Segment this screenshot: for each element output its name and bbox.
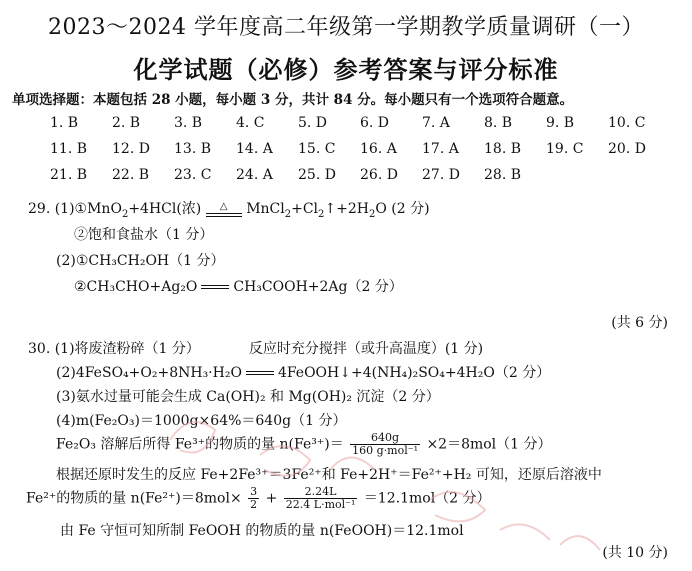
q30-line-6: 根据还原时发生的反应 Fe+2Fe³⁺＝3Fe²⁺和 Fe+2H⁺＝Fe²⁺+H₂ 可知，还原后溶液中	[56, 467, 602, 483]
watermark-stroke	[500, 524, 550, 540]
answer-item: 12. D	[112, 141, 150, 157]
fraction-numerator: 3	[250, 485, 258, 498]
q29-l4-rhs: CH₃COOH+2Ag（2 分）	[233, 279, 403, 295]
q30-number: 30.	[28, 341, 51, 357]
answer-item: 5. D	[298, 115, 328, 131]
answer-item: 11. B	[50, 141, 88, 157]
q30-line-1	[28, 338, 483, 358]
q30-line-5	[56, 432, 552, 457]
answer-item: 15. C	[298, 141, 336, 157]
answer-item: 28. B	[484, 167, 522, 183]
q29-line-4	[74, 276, 403, 296]
fraction-volume-over-molar-volume	[284, 486, 358, 511]
heat-triangle-icon: △	[219, 200, 228, 212]
equals-sign	[246, 371, 274, 375]
answer-row-3	[50, 167, 546, 183]
q30-line-7	[26, 486, 491, 511]
answer-item: 20. D	[608, 141, 646, 157]
q29-l1-prefix: (1)①MnO	[54, 201, 122, 217]
answer-item: 10. C	[608, 115, 646, 131]
fraction-3-over-2	[248, 486, 259, 511]
q29-line-3: (2)①CH₃CH₂OH（1 分）	[56, 253, 225, 269]
q29-line-2: ②饱和食盐水（1 分）	[74, 227, 214, 243]
answer-item: 24. A	[236, 167, 273, 183]
answer-row-1	[50, 115, 670, 131]
answer-item: 26. D	[360, 167, 398, 183]
answer-item: 13. B	[174, 141, 212, 157]
fraction-denominator: 22.4 L·mol⁻¹	[285, 498, 356, 511]
q29-l1-mid: +4HCl(浓)	[128, 201, 202, 217]
q30-l1a: (1)将废渣粉碎（1 分）	[54, 341, 200, 357]
document-title: 2023～2024 学年度高二年级第一学期教学质量调研（一）	[48, 15, 644, 40]
answer-item: 18. B	[484, 141, 522, 157]
answer-item: 1. B	[50, 115, 79, 131]
plus-sign: +	[265, 490, 278, 507]
answer-item: 8. B	[484, 115, 513, 131]
answer-item: 23. C	[174, 167, 212, 183]
fraction-640g-over-molar-mass	[350, 432, 420, 457]
answer-item: 7. A	[422, 115, 450, 131]
q30-l2-rhs: 4FeOOH↓+4(NH₄)₂SO₄+4H₂O（2 分）	[277, 365, 551, 381]
fraction-numerator: 2.24L	[304, 485, 337, 498]
q30-line-8: 由 Fe 守恒可知所制 FeOOH 的物质的量 n(FeOOH)＝12.1mol	[60, 523, 464, 539]
answer-item: 25. D	[298, 167, 336, 183]
fraction-denominator: 160 g·mol⁻¹	[352, 444, 418, 457]
answer-row-2	[50, 141, 670, 157]
q29-line-1: 29. (1)①MnO$_2$+4HCl(浓) △ $MnCl_2+Cl_2↑+2H_2O$ (2 分)	[28, 200, 430, 220]
answer-item: 14. A	[236, 141, 273, 157]
answer-item: 6. D	[360, 115, 390, 131]
answer-item: 21. B	[50, 167, 88, 183]
answer-item: 4. C	[236, 115, 265, 131]
fraction-denominator: 2	[250, 498, 258, 511]
section-instructions: 单项选择题：本题包括 28 小题，每小题 3 分，共计 84 分。每小题只有一个选项符合题意。	[12, 92, 574, 108]
q30-l5b: ×2＝8mol（1 分）	[426, 436, 552, 453]
answer-item: 2. B	[112, 115, 141, 131]
document-subtitle: 化学试题（必修）参考答案与评分标准	[133, 55, 559, 84]
answer-item: 16. A	[360, 141, 397, 157]
q30-line-3: (3)氨水过量可能会生成 Ca(OH)₂ 和 Mg(OH)₂ 沉淀（2 分）	[56, 389, 440, 405]
q30-line-4: (4)m(Fe₂O₃)＝1000g×64%＝640g（1 分）	[56, 413, 347, 429]
fraction-numerator: 640g	[371, 431, 400, 444]
q29-number: 29.	[28, 201, 51, 217]
q30-l5a: Fe₂O₃ 溶解后所得 Fe³⁺的物质的量 n(Fe³⁺)＝	[56, 436, 344, 453]
q30-l1b: 反应时充分搅拌（或升高温度）(1 分)	[248, 341, 484, 357]
watermark-stroke	[560, 536, 600, 550]
q29-l1-rhs3: ↑+2H	[324, 201, 369, 217]
heat-condition-equals	[206, 202, 242, 217]
q30-l7a: Fe²⁺的物质的量 n(Fe²⁺)＝8mol×	[26, 490, 242, 507]
answer-item: 3. B	[174, 115, 203, 131]
answer-item: 27. D	[422, 167, 460, 183]
q29-l1-rhs: MnCl	[246, 201, 285, 217]
q29-total-score: (共 6 分)	[611, 315, 668, 331]
q30-l2-lhs: (2)4FeSO₄+O₂+8NH₃·H₂O	[56, 365, 242, 381]
q29-l1-rhs2: +Cl	[291, 201, 319, 217]
answer-item: 17. A	[422, 141, 459, 157]
answer-item: 9. B	[546, 115, 575, 131]
q30-l7b: ＝12.1mol（2 分）	[363, 490, 491, 507]
equals-sign	[201, 285, 229, 289]
q30-total-score: (共 10 分)	[602, 545, 668, 561]
q29-l1-score: (2 分)	[391, 201, 430, 217]
q30-line-2	[56, 362, 550, 382]
q29-l1-rhs4: O	[375, 201, 387, 217]
answer-item: 19. C	[546, 141, 584, 157]
answer-item: 22. B	[112, 167, 150, 183]
q29-l4-lhs: ②CH₃CHO+Ag₂O	[74, 279, 198, 295]
